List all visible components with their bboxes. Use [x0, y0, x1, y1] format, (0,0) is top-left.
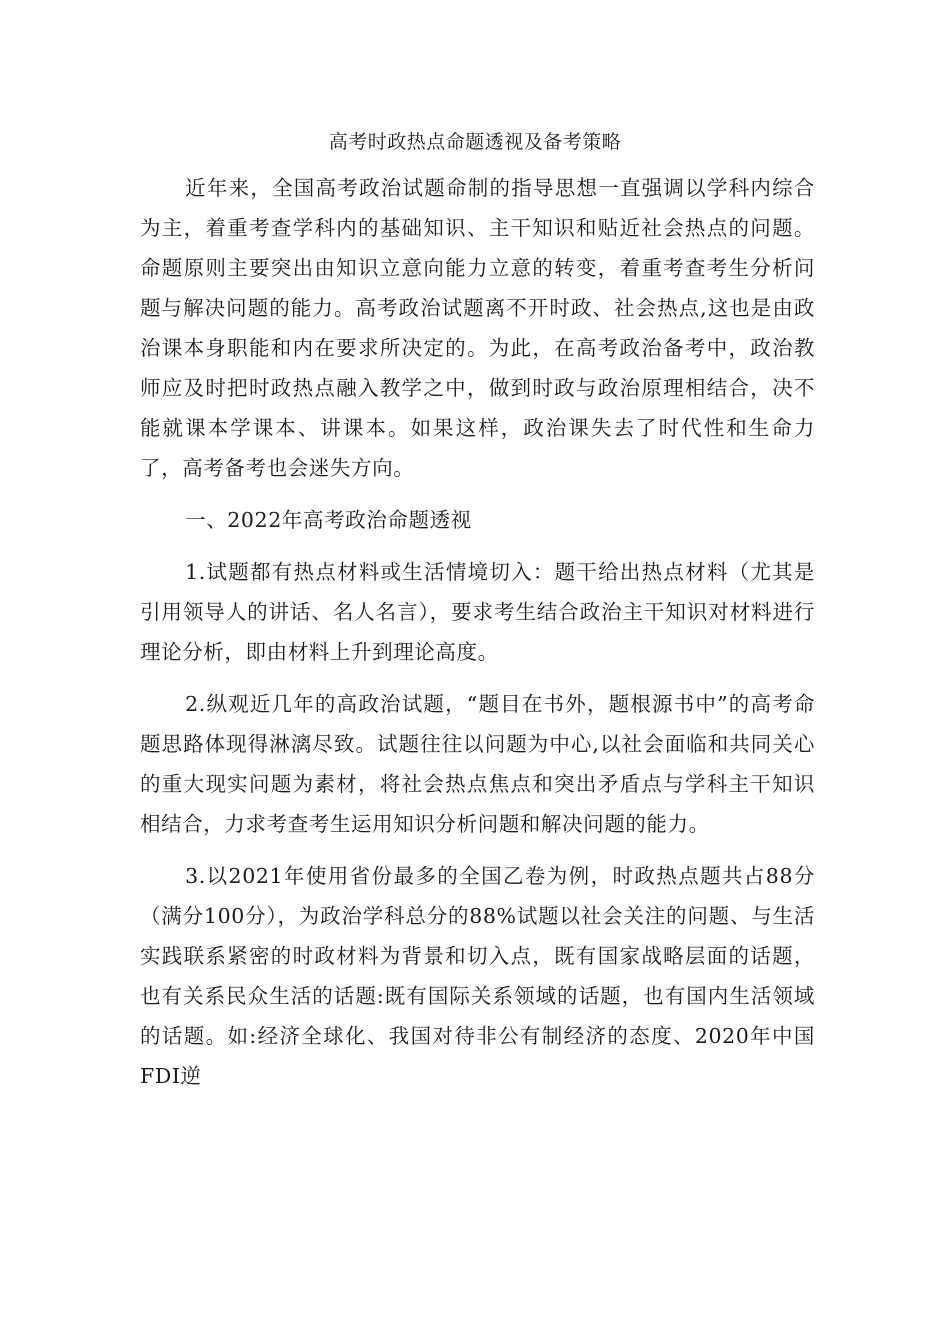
paragraph-point-1: 1.试题都有热点材料或生活情境切入：题干给出热点材料（尤其是引用领导人的讲话、名人名言），要求考生结合政治主干知识对材料进行理论分析，即由材料上升到理论高度。: [140, 560, 815, 664]
document-body: [140, 168, 815, 1096]
section-heading: 一、2022年高考政治命题透视: [185, 508, 472, 532]
paragraph-point-3: 3.以2021年使用省份最多的全国乙卷为例，时政热点题共占88分（满分100分），为政治学科总分的88%试题以社会关注的问题、与生活实践联系紧密的时政材料为背景和切入点，既有国家战略层面的话题，也有关系民众生活的话题:既有国际关系领域的话题，也有国内生活领域的话题。如:经济全球化、我国对待非公有制经济的态度、2020年中国FDI逆: [140, 864, 815, 1088]
paragraph-point-2: 2.纵观近几年的高政治试题，“题目在书外，题根源书中”的高考命题思路体现得淋漓尽致。试题往往以问题为中心,以社会面临和共同关心的重大现实问题为素材，将社会热点焦点和突出矛盾点与学科主干知识相结合，力求考查考生运用知识分析问题和解决问题的能力。: [140, 692, 815, 836]
document-title: 高考时政热点命题透视及备考策略: [328, 131, 622, 153]
paragraph-intro: 近年来，全国高考政治试题命制的指导思想一直强调以学科内综合为主，着重考查学科内的基础知识、主干知识和贴近社会热点的问题。命题原则主要突出由知识立意向能力立意的转变，着重考查考生分析问题与解决问题的能力。高考政治试题离不开时政、社会热点,这也是由政治课本身职能和内在要求所决定的。为此，在高考政治备考中，政治教师应及时把时政热点融入教学之中，做到时政与政治原理相结合，决不能就课本学课本、讲课本。如果这样，政治课失去了时代性和生命力了，高考备考也会迷失方向。: [140, 176, 815, 480]
